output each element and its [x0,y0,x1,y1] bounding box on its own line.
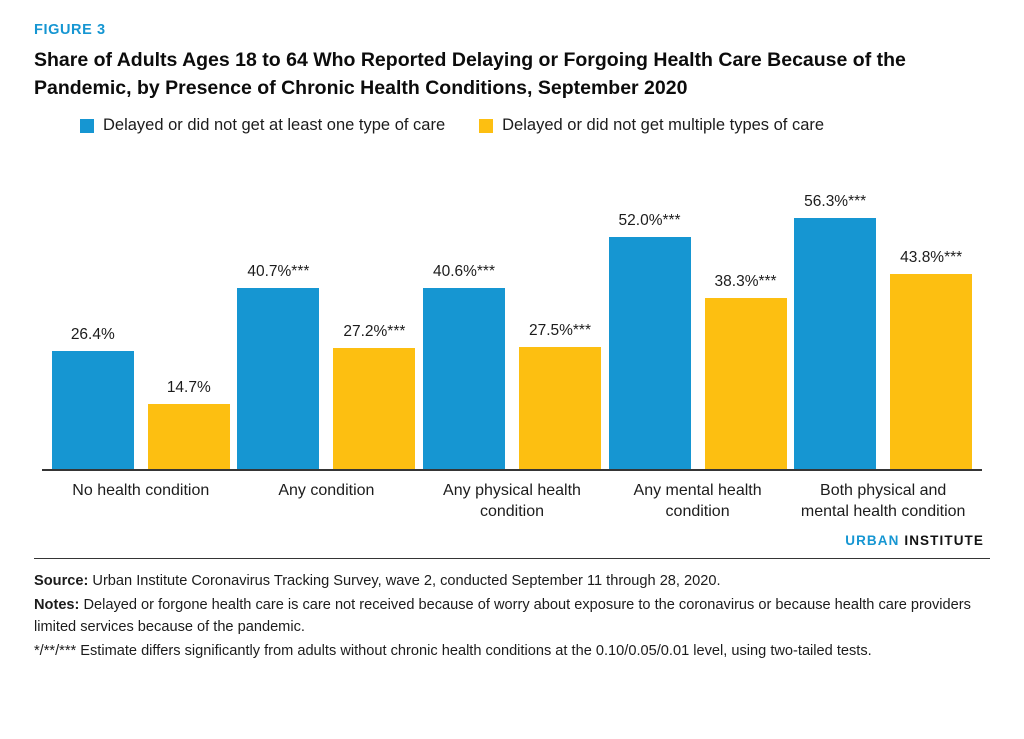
bar-wrap-0-1 [237,151,319,469]
bar-0-2 [423,288,505,469]
bar-1-3 [705,298,787,469]
legend-swatch-icon-series-2 [479,119,493,133]
bar-wrap-1-4 [890,151,972,469]
legend-label-series-1: Delayed or did not get at least one type of care [103,116,446,135]
bar-value-1-2: 27.5%*** [528,321,591,339]
figure-label: FIGURE 3 [34,22,106,38]
bar-wrap-0-4 [794,151,876,469]
notes-label: Notes: [34,597,80,614]
bar-1-1 [333,348,415,469]
brand-urban-text: URBAN [845,533,900,549]
chart-legend [34,116,990,135]
x-axis-label-1: Any condition [278,482,375,500]
bar-wrap-1-0 [148,151,230,469]
x-axis-label-4: Both physical and mental health condition [800,482,966,521]
brand-institute-text: INSTITUTE [904,533,984,549]
bar-group-2 [419,151,605,469]
bar-wrap-1-3 [705,151,787,469]
bar-0-0 [52,351,134,469]
legend-label-series-2: Delayed or did not get multiple types of care [502,116,825,135]
bar-group-1 [234,151,420,469]
source-note [34,571,990,593]
bar-wrap-0-2 [423,151,505,469]
bar-1-4 [890,274,972,470]
page-title: Share of Adults Ages 18 to 64 Who Reported Delaying or Forgoing Health Care Because of the Pandemic, by Presence of Chronic Health Conditions, September 2020 [34,49,906,99]
bar-0-4 [794,218,876,469]
notes-text: Delayed or forgone health care is care not received because of worry about exposure to the coronavirus or because health care providers limited services because of the pandemic. [34,597,971,636]
bar-wrap-0-0 [52,151,134,469]
x-axis-labels [42,481,982,523]
bar-wrap-1-2 [519,151,601,469]
bar-group-4 [790,151,976,469]
bar-value-1-4: 43.8%*** [900,248,963,266]
bar-group-0 [48,151,234,469]
bar-1-2 [519,347,601,470]
chart-plot [42,151,982,471]
bar-wrap-0-3 [609,151,691,469]
bar-value-0-4: 56.3%*** [804,192,867,210]
bar-group-3 [605,151,791,469]
source-text: Urban Institute Coronavirus Tracking Survey, wave 2, conducted September 11 through 28, 2020. [88,573,721,590]
brand-logo [34,533,990,548]
bar-value-0-3: 52.0%*** [618,212,681,230]
bar-value-1-0: 14.7% [166,378,211,396]
bar-value-0-2: 40.6%*** [432,263,495,281]
footnotes [34,571,990,663]
notes-note [34,595,990,639]
x-axis-label-2: Any physical health condition [443,482,581,521]
legend-item-series-1 [80,116,445,135]
bar-1-0 [148,404,230,470]
legend-swatch-icon-series-1 [80,119,94,133]
bar-value-0-1: 40.7%*** [247,262,310,280]
bar-value-0-0: 26.4% [70,326,115,344]
x-axis-label-3: Any mental health condition [633,482,762,521]
bar-value-1-1: 27.2%*** [343,322,406,340]
legend-item-series-2 [479,116,824,135]
bar-value-1-3: 38.3%*** [714,273,777,291]
x-axis-label-0: No health condition [72,482,210,500]
bar-0-3 [609,237,691,469]
bar-wrap-1-1 [333,151,415,469]
chart-area [34,151,990,521]
significance-note: */**/*** Estimate differs significantly from adults without chronic health conditions at the 0.10/0.05/0.01 level, using two-tailed tests. [34,643,872,660]
footer-divider [34,558,990,559]
source-label: Source: [34,573,89,590]
bar-0-1 [237,288,319,470]
